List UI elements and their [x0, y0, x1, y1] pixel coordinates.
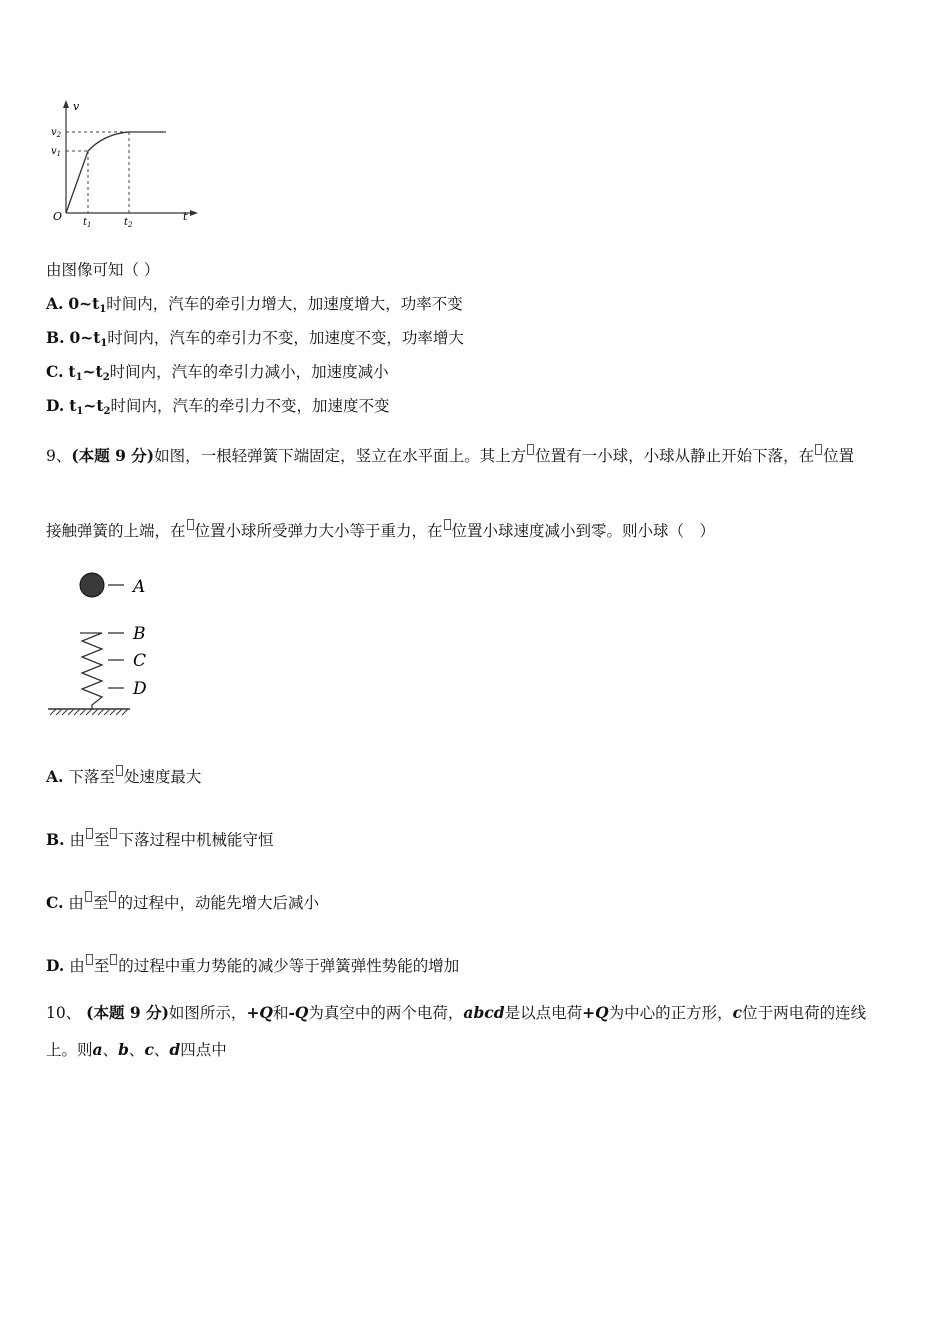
q9-option-a: A. 下落至 处速度最大: [46, 767, 202, 786]
q8-option-a: [46, 294, 463, 320]
q9-stem-line2: 接触弹簧的上端，在 位置小球所受弹力大小等于重力，在 位置小球速度减小到零。则小球（ ）: [46, 519, 715, 541]
missing-glyph-box: [815, 444, 822, 455]
option-letter: D.: [46, 956, 65, 975]
ground-hatch: [50, 709, 128, 715]
missing-glyph-box: [444, 519, 451, 530]
ball: [80, 573, 104, 597]
q9-option-c: C. 由 至 的过程中，动能先增大后减小: [46, 893, 319, 912]
missing-glyph-box: [116, 765, 123, 776]
question-number: 9、: [46, 447, 72, 465]
q9-option-d: D. 由 至 的过程中重力势能的减少等于弹簧弹性势能的增加: [46, 956, 460, 975]
vt-graph: [46, 96, 206, 231]
option-math: $t_1\sim t_2$: [68, 362, 110, 383]
t1-label: $t_1$: [83, 217, 92, 229]
q9-stem-line1: 9、(本题 9 分)如图，一根轻弹簧下端固定，竖立在水平面上。其上方 位置有一小球，小球从静止开始下落，在 位置: [46, 446, 855, 465]
v1-label: $v_1$: [51, 146, 62, 158]
option-math: $0\sim t_1$: [68, 294, 107, 315]
label-c: C: [133, 651, 147, 671]
missing-glyph-box: [109, 891, 116, 902]
spring: [80, 633, 102, 709]
missing-glyph-box: [86, 954, 93, 965]
label-d: D: [133, 679, 147, 699]
q8-option-d: [46, 396, 390, 422]
option-letter: B.: [46, 830, 65, 849]
missing-glyph-box: [85, 891, 92, 902]
option-letter: A.: [46, 294, 64, 313]
v2-label: $v_2$: [51, 127, 62, 139]
label-a: A: [133, 577, 146, 597]
missing-glyph-box: [187, 519, 194, 530]
option-letter: C.: [46, 893, 64, 912]
spring-figure: [46, 565, 166, 720]
question-score: (本题 9 分): [71, 446, 155, 465]
vt-curve: [66, 132, 166, 213]
option-text: 时间内，汽车的牵引力增大，加速度增大，功率不变: [106, 295, 463, 313]
option-text: 时间内，汽车的牵引力减小，加速度减小: [109, 363, 389, 381]
option-letter: A.: [46, 767, 64, 786]
option-text: 时间内，汽车的牵引力不变，加速度不变，功率增大: [107, 329, 464, 347]
label-b: B: [133, 624, 146, 644]
origin-label: O: [53, 210, 63, 223]
option-text: 时间内，汽车的牵引力不变，加速度不变: [110, 397, 390, 415]
option-letter: B.: [46, 328, 65, 347]
missing-glyph-box: [110, 954, 117, 965]
option-letter: D.: [46, 396, 65, 415]
q8-option-b: [46, 328, 464, 354]
v-axis-label: v: [73, 100, 80, 113]
q9-option-b: B. 由 至 下落过程中机械能守恒: [46, 830, 274, 849]
q10-stem-line2: 上。则a、b、c、d四点中: [46, 1040, 227, 1059]
missing-glyph-box: [527, 444, 534, 455]
question-number: 10、: [46, 1004, 82, 1022]
t-axis-arrow: [190, 210, 198, 216]
t-axis-label: t: [183, 210, 188, 223]
vt-dashed-guides: [66, 132, 129, 213]
t2-label: $t_2$: [124, 217, 133, 229]
q8-option-c: [46, 362, 389, 388]
option-math: $t_1\sim t_2$: [69, 396, 111, 417]
v-axis-arrow: [63, 100, 69, 108]
q10-stem-line1: 10、 (本题 9 分)如图所示，+Q和-Q为真空中的两个电荷，abcd是以点电荷+Q为中心的正方形，c位于两电荷的连线: [46, 1003, 867, 1022]
q8-stem: 由图像可知（ ）: [46, 261, 160, 279]
option-math: $0\sim t_1$: [69, 328, 108, 349]
option-letter: C.: [46, 362, 64, 381]
missing-glyph-box: [86, 828, 93, 839]
question-score: (本题 9 分): [86, 1003, 169, 1022]
missing-glyph-box: [110, 828, 117, 839]
